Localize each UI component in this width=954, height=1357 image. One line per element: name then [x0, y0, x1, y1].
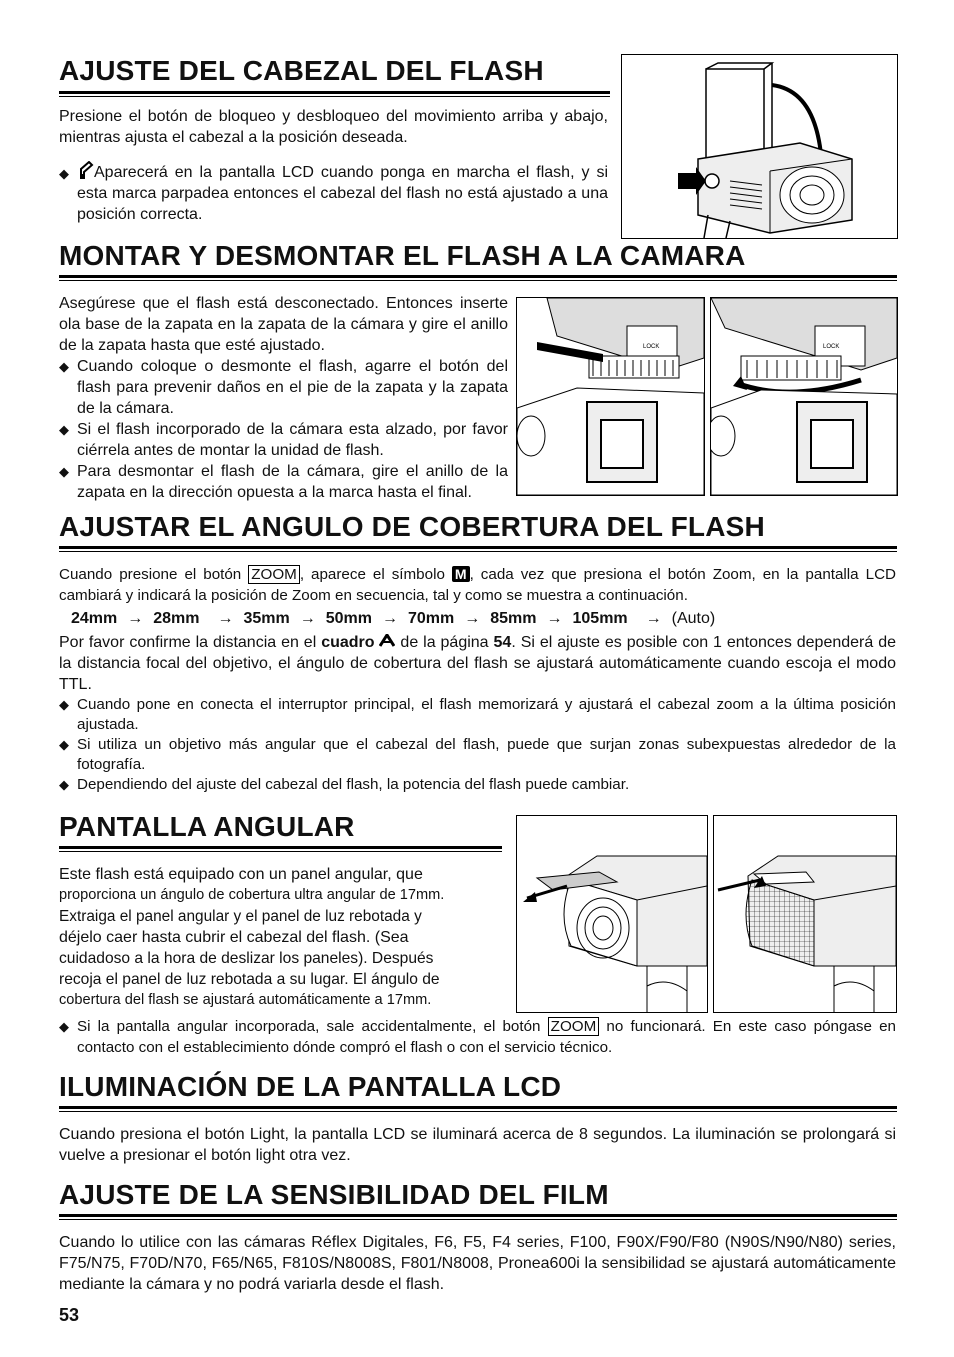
zoom-step: 105mm: [572, 610, 628, 627]
manual-zoom-symbol: M: [452, 566, 470, 582]
auto-label: (Auto): [671, 610, 716, 627]
s3-p2-bold: cuadro: [321, 634, 375, 651]
title-rule-thin: [59, 1219, 897, 1220]
section-title-film-speed: AJUSTE DE LA SENSIBILIDAD DEL FILM: [59, 1179, 609, 1210]
s3-intro-b: , aparece el símbolo: [299, 566, 452, 583]
bullet-icon: ◆: [59, 737, 69, 752]
lock-label: LOCK: [643, 344, 660, 350]
bullet-icon: ◆: [59, 697, 69, 712]
title-rule-thin: [59, 551, 897, 552]
arrow-icon: →: [299, 610, 316, 627]
section-title-wide-panel: PANTALLA ANGULAR: [59, 811, 355, 842]
zoom-step: 70mm: [408, 610, 455, 627]
section-title-flash-head: AJUSTE DEL CABEZAL DEL FLASH: [59, 55, 544, 86]
arrow-icon: →: [217, 610, 234, 627]
title-rule: [59, 275, 897, 278]
s4-line: proporciona un ángulo de cobertura ultra angular de 17mm.: [59, 887, 445, 903]
wide-panel-illustration-1: [516, 815, 708, 1013]
s2-bullet-2: Si el flash incorporado de la cámara esta alzado, por favor ciérrela antes de montar la unidad de flash.: [77, 421, 508, 459]
title-rule: [59, 1214, 897, 1217]
s1-bullet: [59, 161, 608, 225]
s6-paragraph: Cuando lo utilice con las cámaras Réflex Digitales, F6, F5, F4 series, F100, F90X/F90/F80 (N90S/N90/N80) series, F75/N75, F70D/N70, F65/N65, F810S/N8008S, F801/N8008, Pronea600i la sensibilidad se ajustará automáticamente mediante la cámara y no podrá variarla desde el flash.: [59, 1234, 896, 1293]
s4-line: Este flash está equipado con un panel angular, que: [59, 866, 423, 883]
box-a-icon: [379, 632, 395, 645]
tilt-warning-icon: [78, 161, 94, 179]
s4-line: déjelo caer hasta cubrir el cabezal del flash. (Sea: [59, 929, 409, 946]
s3-p2-page: 54: [493, 634, 512, 651]
zoom-sequence: [71, 610, 725, 628]
bullet-icon: ◆: [59, 359, 69, 374]
s4-line: Extraiga el panel angular y el panel de luz rebotada y: [59, 908, 422, 925]
s2-paragraph: Asegúrese que el flash está desconectado. Entonces inserte ola base de la zapata en la zapata de la cámara y gire el anillo de la zapata hasta que esté ajustado.: [59, 295, 508, 354]
s1-paragraph: Presione el botón de bloqueo y desbloqueo del movimiento arriba y abajo, mientras ajusta el cabezal a la posición deseada.: [59, 108, 608, 146]
bullet-icon: ◆: [59, 777, 69, 792]
s3-p2-c: . Si el ajuste es posible con 1 entonces dependerá de la distancia focal del objetivo, el ángulo de cobertura del flash se ajustará automáticamente cuando escoja el modo TTL.: [59, 634, 896, 693]
s6-body: [59, 1232, 896, 1295]
s5-paragraph: Cuando presiona el botón Light, la pantalla LCD se iluminará acerca de 8 segundos. La iluminación se prolongará si vuelve a presionar el botón light otra vez.: [59, 1126, 896, 1164]
s2-bullet-1: Cuando coloque o desmonte el flash, agarre el botón del flash para prevenir daños en el pie de la zapata y la zapata de la cámara.: [77, 358, 508, 417]
bullet-icon: ◆: [59, 1019, 69, 1034]
mount-illustration: [516, 297, 705, 496]
arrow-icon: →: [645, 610, 662, 627]
section-title-zoom: AJUSTAR EL ANGULO DE COBERTURA DEL FLASH: [59, 511, 765, 542]
zoom-button-label: ZOOM: [548, 1017, 600, 1036]
s4-bullet-a: Si la pantalla angular incorporada, sale accidentalmente, el botón: [77, 1018, 548, 1035]
s2-body: [59, 293, 508, 503]
s3-bullet-1: Cuando pone en conecta el interruptor principal, el flash memorizará y ajustará el cabezal zoom a la última posición ajustada.: [77, 696, 896, 733]
zoom-step: 85mm: [490, 610, 537, 627]
section-title-lcd-light: ILUMINACIÓN DE LA PANTALLA LCD: [59, 1071, 562, 1102]
zoom-button-label: ZOOM: [248, 565, 300, 584]
s4-bullet-b: no funcionará. En este caso póngase en contacto con el establecimiento dónde compró el flash o con el servicio técnico.: [77, 1018, 896, 1056]
zoom-step: 50mm: [325, 610, 372, 627]
s4-bullet: [59, 1016, 896, 1058]
s3-intro: [59, 565, 896, 606]
lock-label: LOCK: [823, 344, 840, 350]
title-rule: [59, 846, 502, 849]
title-rule-thin: [59, 1111, 897, 1112]
arrow-icon: →: [546, 610, 563, 627]
arrow-icon: →: [464, 610, 481, 627]
s3-intro-c: , cada vez que presiona el botón Zoom, en la pantalla LCD cambiará y indicará la posición de Zoom en secuencia, tal y como se muestra a continuación.: [59, 566, 897, 604]
unmount-illustration: [710, 297, 898, 496]
s3-bullet-2: Si utiliza un objetivo más angular que el cabezal del flash, puede que surjan zonas subexpuestas alrededor de la fotografía.: [77, 736, 896, 773]
s1-bullet-text: Aparecerá en la pantalla LCD cuando ponga en marcha el flash, y si esta marca parpadea entonces el cabezal del flash no está ajustado a una posición correcta.: [77, 164, 608, 223]
bullet-icon: ◆: [59, 166, 69, 181]
title-rule-thin: [59, 280, 897, 281]
title-rule-thin: [59, 96, 610, 97]
s3-body: [59, 632, 896, 795]
section-title-mount: MONTAR Y DESMONTAR EL FLASH A LA CAMARA: [59, 240, 746, 271]
title-rule-thin: [59, 851, 502, 852]
zoom-step: 24mm: [71, 610, 118, 627]
s2-bullet-3: Para desmontar el flash de la cámara, gire el anillo de la zapata en la dirección opuesta a la marca hasta el final.: [77, 463, 508, 501]
s1-body: [59, 106, 608, 148]
s4-line: cobertura del flash se ajustará automáticamente a 17mm.: [59, 992, 432, 1008]
s3-bullet-3: Dependiendo del ajuste del cabezal del flash, la potencia del flash puede cambiar.: [77, 776, 630, 793]
title-rule: [59, 1106, 897, 1109]
zoom-step: 35mm: [243, 610, 290, 627]
s3-paragraph-2: [59, 632, 896, 695]
title-rule: [59, 546, 897, 549]
s3-p2-b: de la página: [395, 634, 494, 651]
s3-p2-a: Por favor confirme la distancia en el: [59, 634, 322, 651]
s5-body: [59, 1124, 896, 1166]
flash-head-illustration: [621, 54, 898, 239]
arrow-icon: →: [382, 610, 398, 627]
s4-line: recoja el panel de luz rebotada a su lugar. El ángulo de: [59, 971, 440, 988]
title-rule: [59, 91, 610, 94]
page-number: 53: [59, 1305, 80, 1325]
zoom-step: 28mm: [153, 610, 200, 627]
bullet-icon: ◆: [59, 422, 69, 437]
arrow-icon: →: [127, 610, 144, 627]
s4-body: [59, 864, 504, 1011]
s3-intro-a: Cuando presione el botón: [59, 566, 249, 583]
wide-panel-illustration-2: [713, 815, 897, 1013]
s4-line: cuidadoso a la hora de deslizar los paneles). Después: [59, 950, 434, 967]
bullet-icon: ◆: [59, 464, 69, 479]
